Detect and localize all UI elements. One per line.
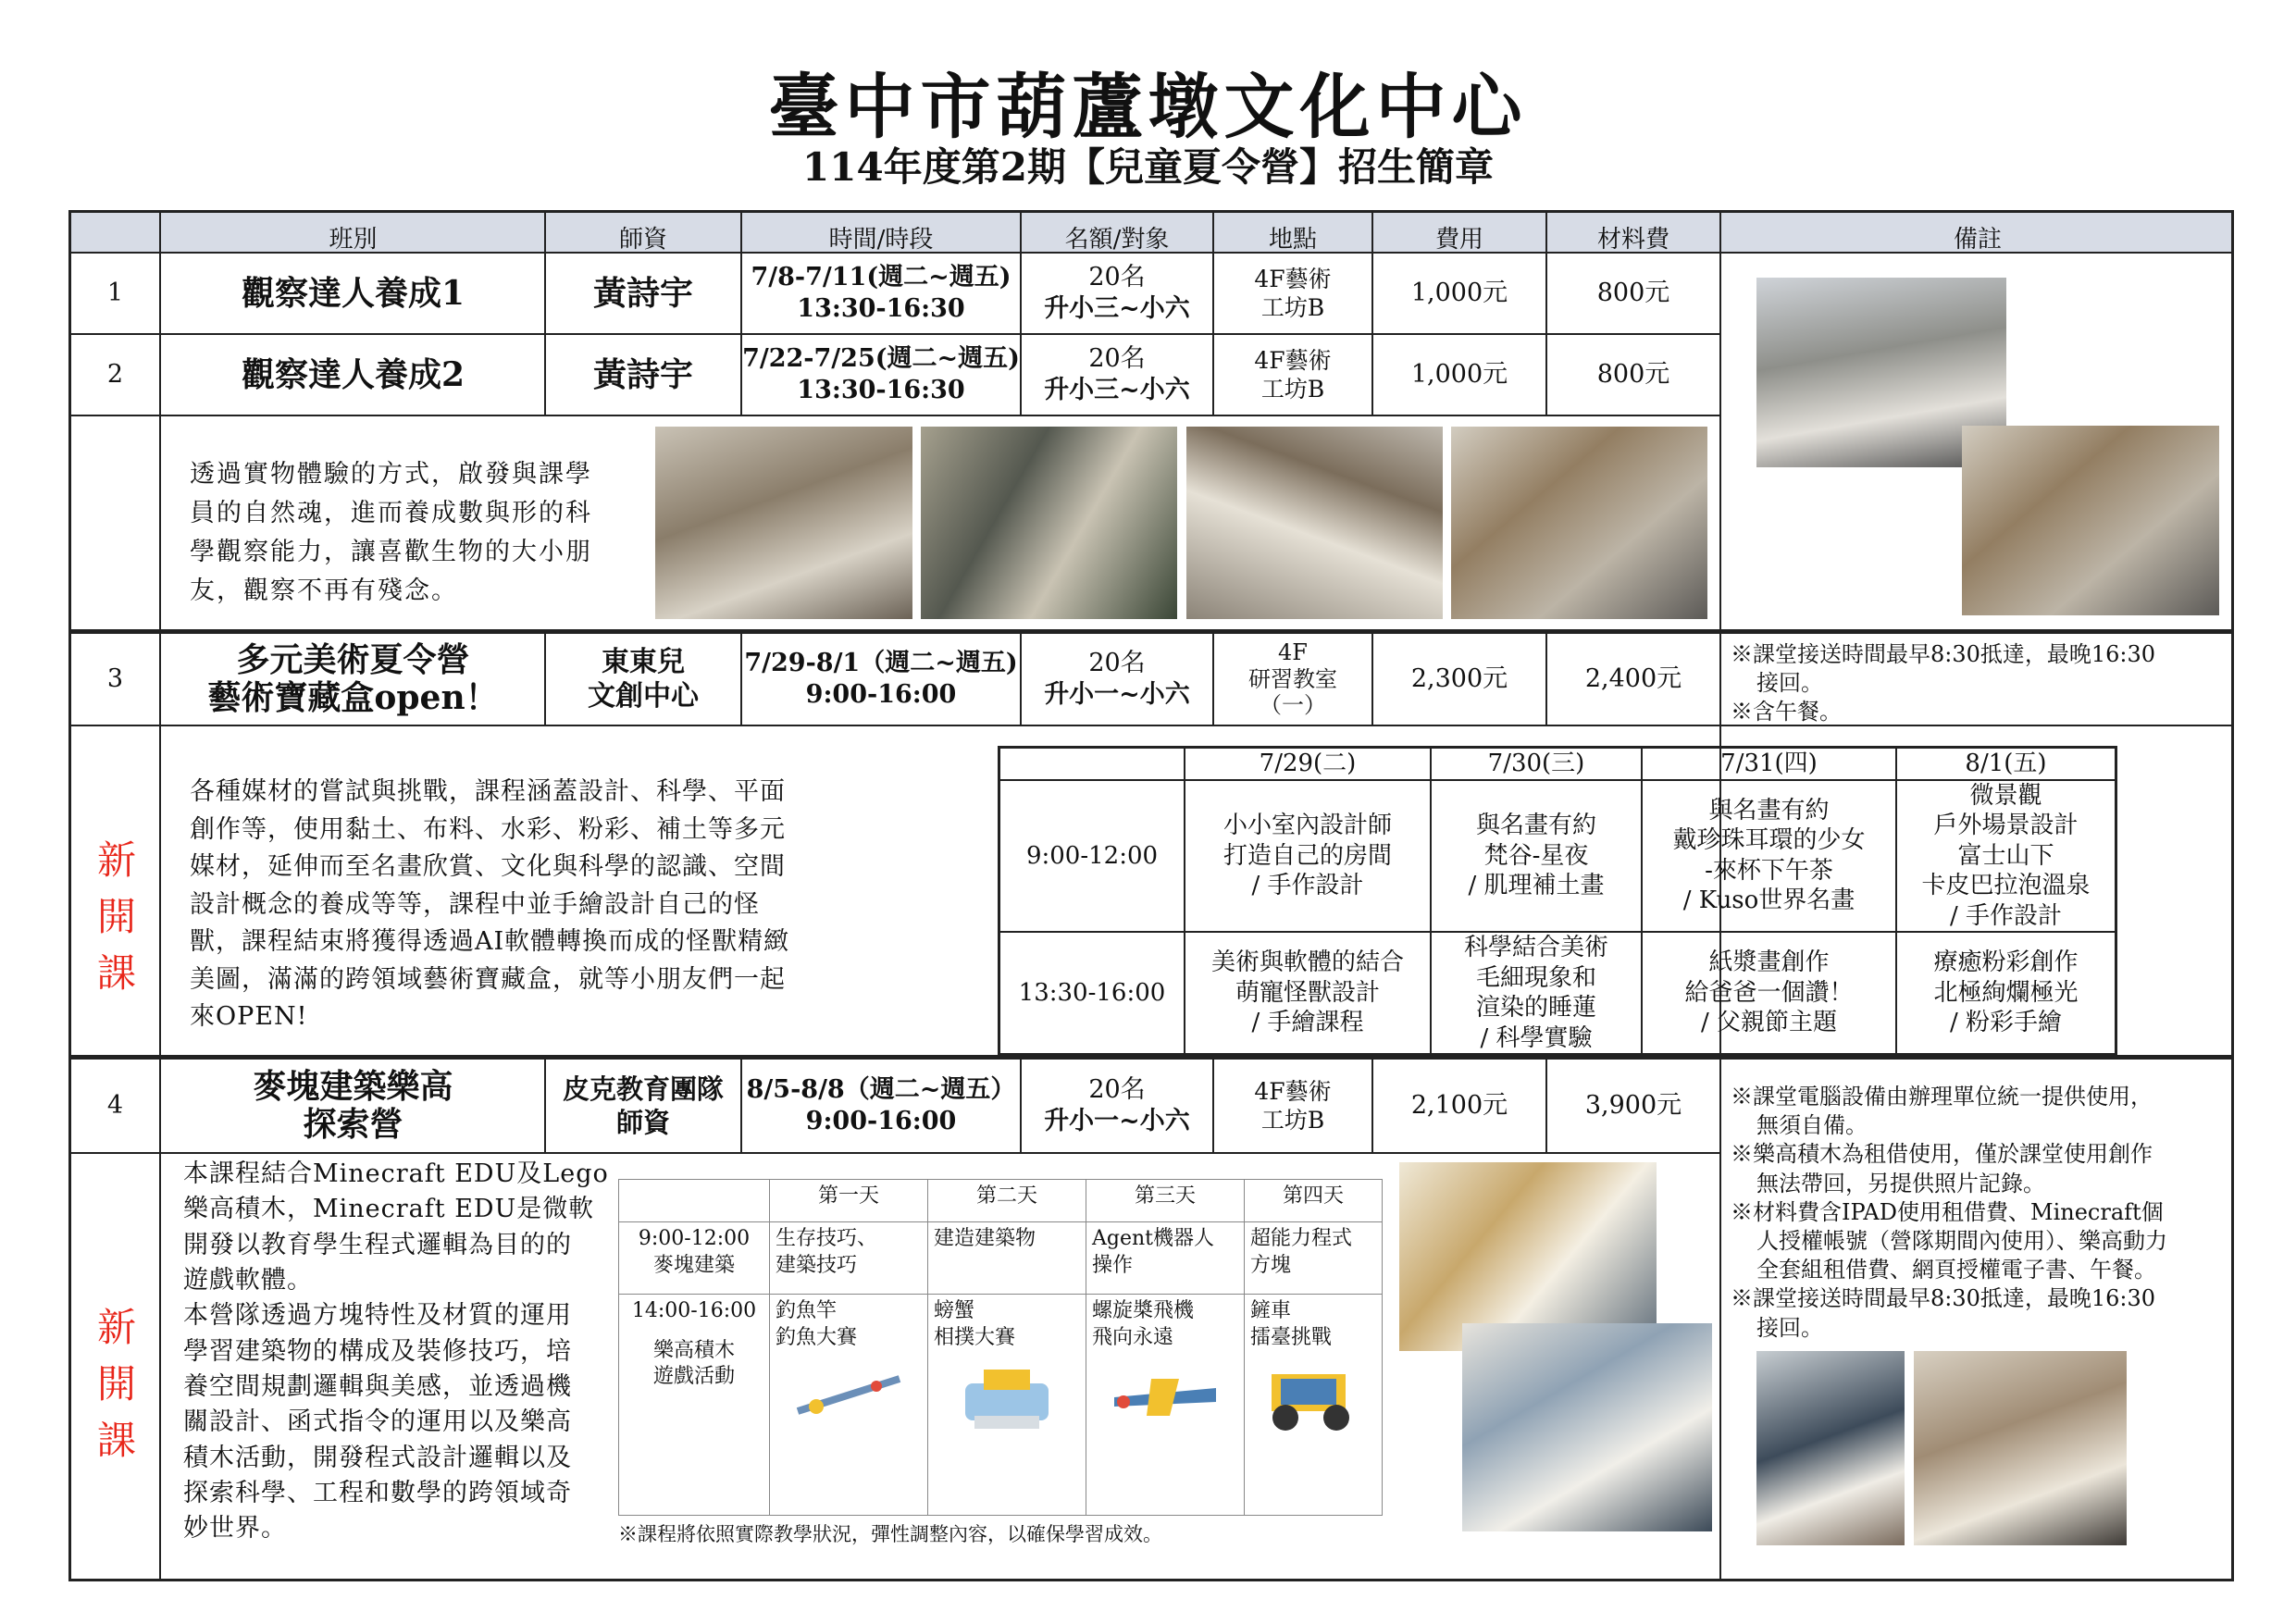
lego-day: 第四天 <box>1245 1180 1383 1222</box>
class-date: 7/8-7/11(週二~週五) <box>751 263 1011 292</box>
class-name: 觀察達人養成1 <box>241 273 465 313</box>
row-number: 1 <box>106 279 124 308</box>
quota-target: 升小一~小六 <box>1044 1107 1190 1135</box>
class-quota <box>1022 254 1212 333</box>
lego-item: 鏟車 擂臺挑戰 <box>1245 1295 1383 1516</box>
schedule-item: 與名畫有約 戴珍珠耳環的少女 -來杯下午茶 / Kuso世界名畫 <box>1642 780 1896 933</box>
page-title: 臺中市葫蘆墩文化中心 <box>768 66 1528 148</box>
schedule-item: 小小室內設計師 打造自己的房間 / 手作設計 <box>1185 780 1431 933</box>
teacher-name: 黃詩宇 <box>592 273 693 313</box>
class-quota <box>1022 335 1212 415</box>
lego-day: 第二天 <box>928 1180 1086 1222</box>
header-class: 班別 <box>329 226 378 254</box>
header-quota: 名額/對象 <box>1064 226 1170 254</box>
class-material-fee: 800元 <box>1596 279 1670 308</box>
class-fee: 1,000元 <box>1410 360 1508 390</box>
teacher-name: 東東兒 文創中心 <box>588 645 699 713</box>
lego-day: 第一天 <box>770 1180 928 1222</box>
class-name: 麥塊建築樂高 探索營 <box>253 1066 453 1144</box>
class-photo <box>921 427 1177 619</box>
class-material-fee: 2,400元 <box>1584 664 1682 694</box>
class-photo <box>1962 426 2219 615</box>
class-photo <box>1451 427 1707 619</box>
quota-count: 20名 <box>1088 1075 1146 1105</box>
lego-item: 螃蟹 相撲大賽 <box>928 1295 1086 1516</box>
class-material-fee: 3,900元 <box>1584 1091 1682 1121</box>
fishing-rod-model-icon <box>788 1360 909 1425</box>
airplane-model-icon <box>1105 1360 1225 1425</box>
lego-footnote: ※課程將依照實際教學狀況，彈性調整內容，以確保學習成效。 <box>618 1523 1162 1545</box>
art-schedule-table <box>998 746 2117 1056</box>
lego-item: 螺旋槳飛機 飛向永遠 <box>1086 1295 1245 1516</box>
schedule-item: 療癒粉彩創作 北極絢爛極光 / 粉彩手繪 <box>1896 932 2116 1055</box>
class-hours: 9:00-16:00 <box>805 1107 957 1135</box>
class-place <box>1214 254 1371 333</box>
schedule-item: 微景觀 戶外場景設計 富士山下 卡皮巴拉泡溫泉 / 手作設計 <box>1896 780 2116 933</box>
class-description: 各種媒材的嘗試與挑戰，課程涵蓋設計、科學、平面 創作等，使用黏土、布料、水彩、粉彩、補土等多元 媒材，延伸而至名畫欣賞、文化與科學的認識、空間 設計概念的養成等等，課程中並手繪設計自己的怪 獸，課程結束將獲得透過AI軟體轉換而成的怪獸精緻 美圖，滿滿的跨領域藝術寶藏盒，就等小朋友們一起 來OPEN! <box>190 777 790 1031</box>
new-course-tag: 新 開 課 <box>96 1305 136 1463</box>
row-number: 3 <box>106 664 124 694</box>
class-hours: 9:00-16:00 <box>805 680 957 709</box>
schedule-item: 科學結合美術 毛細現象和 渲染的睡蓮 / 科學實驗 <box>1431 932 1642 1055</box>
class-date: 7/29-8/1（週二~週五) <box>744 649 1018 678</box>
class-name: 多元美術夏令營 藝術寶藏盒open！ <box>207 639 499 717</box>
row-number: 4 <box>106 1091 124 1121</box>
schedule-day: 8/1(五) <box>1896 748 2116 780</box>
class-photo <box>655 427 912 619</box>
class-description: 本課程結合Minecraft EDU及Lego 樂高積木，Minecraft EDU是微軟 開發以教育學生程式邏輯為目的的 遊戲軟體。 本營隊透過方塊特性及材質的運用 學習建築物的構成及裝修技巧，培 養空間規劃邏輯與美感，並透過機 關設計、函式指令的運用以及樂高 積木活動，開發程式設計邏輯以及 探索科學、工程和數學的跨領域奇 妙世界。 <box>183 1159 609 1543</box>
class-photo <box>1462 1323 1712 1531</box>
lego-item: Agent機器人 操作 <box>1086 1222 1245 1295</box>
page-subtitle: 114年度第2期【兒童夏令營】招生簡章 <box>802 144 1494 190</box>
class-photo <box>1914 1351 2127 1545</box>
header-time: 時間/時段 <box>828 226 934 254</box>
place-line: 工坊B <box>1260 376 1325 403</box>
quota-count: 20名 <box>1088 649 1146 678</box>
class-date: 7/22-7/25(週二~週五) <box>742 344 1020 374</box>
class-time <box>742 335 1020 415</box>
quota-count: 20名 <box>1088 263 1146 292</box>
class-date: 8/5-8/8（週二~週五） <box>746 1075 1016 1105</box>
class-material-fee: 800元 <box>1596 360 1670 390</box>
lego-schedule-table <box>618 1179 1383 1516</box>
schedule-day: 7/31(四) <box>1642 748 1896 780</box>
row-number: 2 <box>106 360 124 390</box>
class-hours: 13:30-16:30 <box>797 376 965 404</box>
class-photo <box>1756 1351 1905 1545</box>
class-photo <box>1186 427 1443 619</box>
schedule-item: 與名畫有約 梵谷-星夜 / 肌理補土畫 <box>1431 780 1642 933</box>
quota-target: 升小三~小六 <box>1044 376 1190 404</box>
class-place <box>1214 335 1371 415</box>
lego-day: 第三天 <box>1086 1180 1245 1222</box>
new-course-tag: 新 開 課 <box>96 837 136 996</box>
teacher-name: 皮克教育團隊 師資 <box>562 1072 724 1138</box>
lego-slot: 14:00-16:00 樂高積木 遊戲活動 <box>619 1295 770 1516</box>
place-line: 工坊B <box>1260 294 1325 321</box>
schedule-item: 紙漿畫創作 給爸爸一個讚！ / 父親節主題 <box>1642 932 1896 1055</box>
class-fee: 2,300元 <box>1410 664 1508 694</box>
class-quota <box>1022 634 1212 725</box>
class-notes: ※課堂接送時間最早8:30抵達，最晚16:30 接回。 ※含午餐。 <box>1731 641 2156 725</box>
schedule-slot: 13:30-16:00 <box>999 932 1185 1055</box>
class-time <box>742 634 1020 725</box>
class-notes: ※課堂電腦設備由辦理單位統一提供使用， 無須自備。 ※樂高積木為租借使用，僅於課堂使用創作 無法帶回，另提供照片記錄。 ※材料費含IPAD使用租借費、Minecraft個 人授權帳號（營隊期間內使用）、樂高動力 全套組租借費、網頁授權電子書、午餐。 ※課堂接送時間最早8:30抵達，最晚16:30 接回。 <box>1731 1084 2167 1341</box>
place-line: 4F藝術 <box>1254 346 1332 374</box>
header-material: 材料費 <box>1596 226 1669 254</box>
lego-slot: 9:00-12:00 麥塊建築 <box>619 1222 770 1295</box>
header-teacher: 師資 <box>618 226 667 254</box>
class-time <box>742 254 1020 333</box>
class-place: 4F藝術 工坊B <box>1254 1077 1332 1134</box>
class-time <box>742 1060 1020 1152</box>
header-fee: 費用 <box>1434 226 1483 254</box>
header-place: 地點 <box>1268 226 1317 254</box>
class-place: 4F 研習教室 （一） <box>1248 638 1337 719</box>
lego-item: 超能力程式 方塊 <box>1245 1222 1383 1295</box>
crab-model-icon <box>947 1360 1067 1434</box>
header-notes: 備註 <box>1953 226 2002 254</box>
place-line: 4F藝術 <box>1254 265 1332 292</box>
teacher-name: 黃詩宇 <box>592 354 693 394</box>
quota-count: 20名 <box>1088 344 1146 374</box>
schedule-item: 美術與軟體的結合 萌寵怪獸設計 / 手繪課程 <box>1185 932 1431 1055</box>
schedule-day: 7/30(三) <box>1431 748 1642 780</box>
lego-item: 建造建築物 <box>928 1222 1086 1295</box>
schedule-slot: 9:00-12:00 <box>999 780 1185 933</box>
quota-target: 升小三~小六 <box>1044 294 1190 323</box>
class-name: 觀察達人養成2 <box>241 354 465 394</box>
schedule-day: 7/29(二) <box>1185 748 1431 780</box>
class-fee: 1,000元 <box>1410 279 1508 308</box>
loader-model-icon <box>1253 1360 1373 1434</box>
class-description: 透過實物體驗的方式，啟發與課學 員的自然魂，進而養成數與形的科 學觀察能力，讓喜歡生物的大小朋 友，觀察不再有殘念。 <box>190 460 592 605</box>
lego-item: 生存技巧、 建築技巧 <box>770 1222 928 1295</box>
class-quota <box>1022 1060 1212 1152</box>
quota-target: 升小一~小六 <box>1044 680 1190 709</box>
class-hours: 13:30-16:30 <box>797 294 965 323</box>
lego-item: 釣魚竿 釣魚大賽 <box>770 1295 928 1516</box>
class-fee: 2,100元 <box>1410 1091 1508 1121</box>
